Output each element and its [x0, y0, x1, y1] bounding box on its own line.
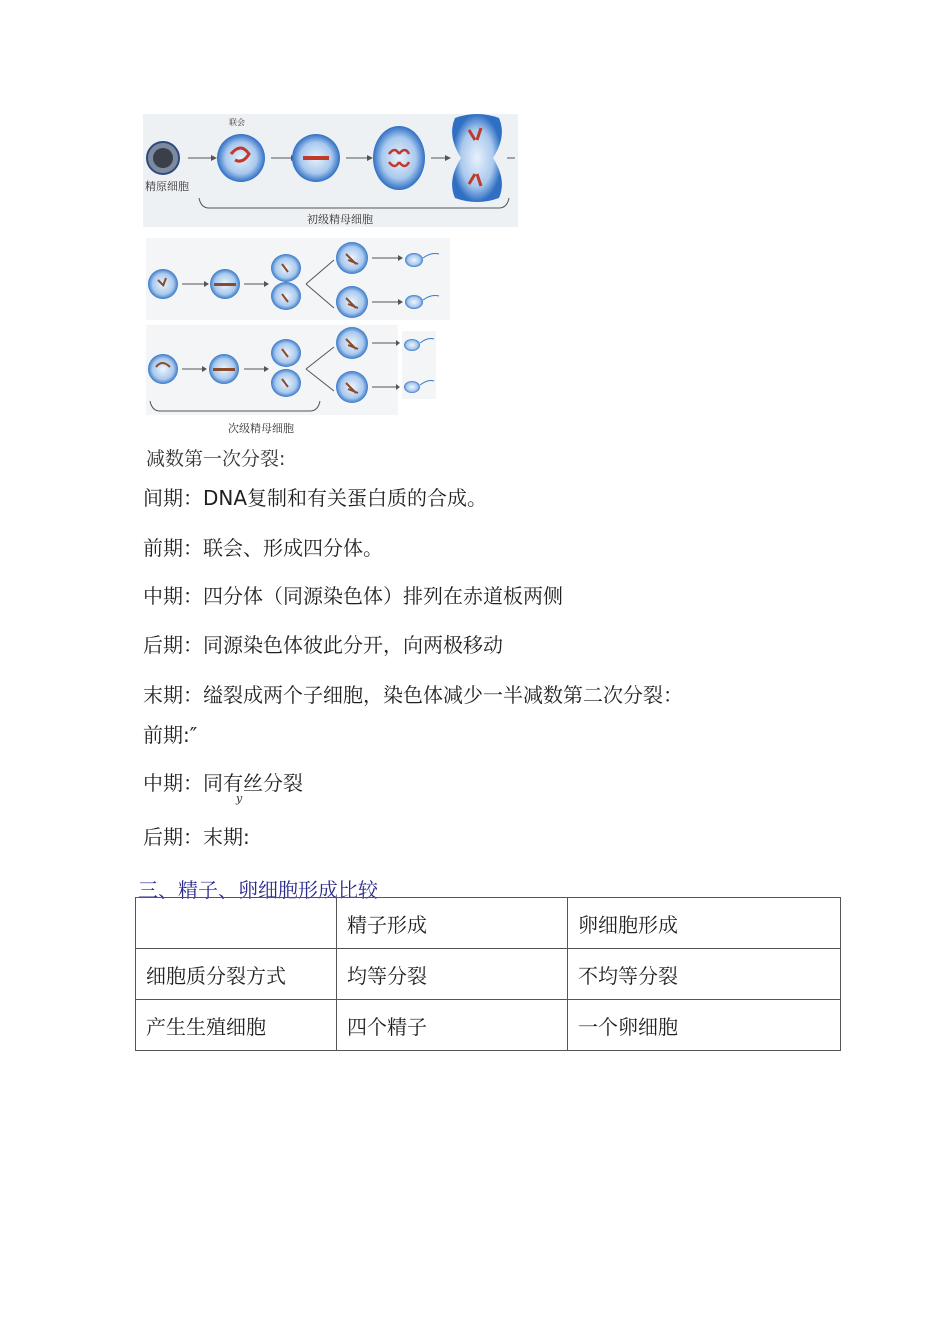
table-cell: 一个卵细胞 [568, 1000, 841, 1051]
line-late-phases-2: 后期：末期: [143, 825, 250, 849]
table-header-cell: 卵细胞形成 [568, 898, 841, 949]
comparison-table [135, 897, 841, 1051]
line-interphase: 间期：DNA复制和有关蛋白质的合成。 [143, 486, 488, 510]
line-anaphase-1: 后期：同源染色体彼此分开，向两极移动 [143, 633, 503, 657]
label-synapsis: 联会 [229, 118, 245, 127]
table-row [136, 949, 841, 1000]
line-prophase-1: 前期：联会、形成四分体。 [143, 536, 383, 560]
table-row [136, 1000, 841, 1051]
table-cell: 产生生殖细胞 [136, 1000, 337, 1051]
line-metaphase-2-mark: y [236, 792, 243, 805]
line-telophase-1: 末期：缢裂成两个子细胞，染色体减少一半减数第二次分裂： [143, 683, 683, 707]
line-metaphase-2: 中期：同有丝分裂 [143, 771, 303, 795]
section-title-comparison: 三、精子、卵细胞形成比较 [138, 878, 378, 902]
label-secondary-spermatocyte: 次级精母细胞 [228, 422, 294, 435]
label-spermatogonium: 精原细胞 [145, 180, 189, 193]
meiosis-figure-row-2 [146, 325, 436, 435]
table-header-cell: 精子形成 [337, 898, 568, 949]
table-header-row [136, 898, 841, 949]
line-metaphase-1: 中期：四分体（同源染色体）排列在赤道板两侧 [143, 584, 563, 608]
table-cell: 四个精子 [337, 1000, 568, 1051]
table-header-cell [136, 898, 337, 949]
label-primary-spermatocyte: 初级精母细胞 [307, 213, 373, 226]
table-cell: 细胞质分裂方式 [136, 949, 337, 1000]
table-cell: 不均等分裂 [568, 949, 841, 1000]
caption-meiosis-first-division: 减数第一次分裂: [146, 448, 286, 470]
meiosis-figure-row-1 [146, 238, 450, 320]
meiosis-figure-primary [143, 114, 518, 227]
table-cell: 均等分裂 [337, 949, 568, 1000]
line-prophase-2: 前期:″ [143, 723, 198, 747]
